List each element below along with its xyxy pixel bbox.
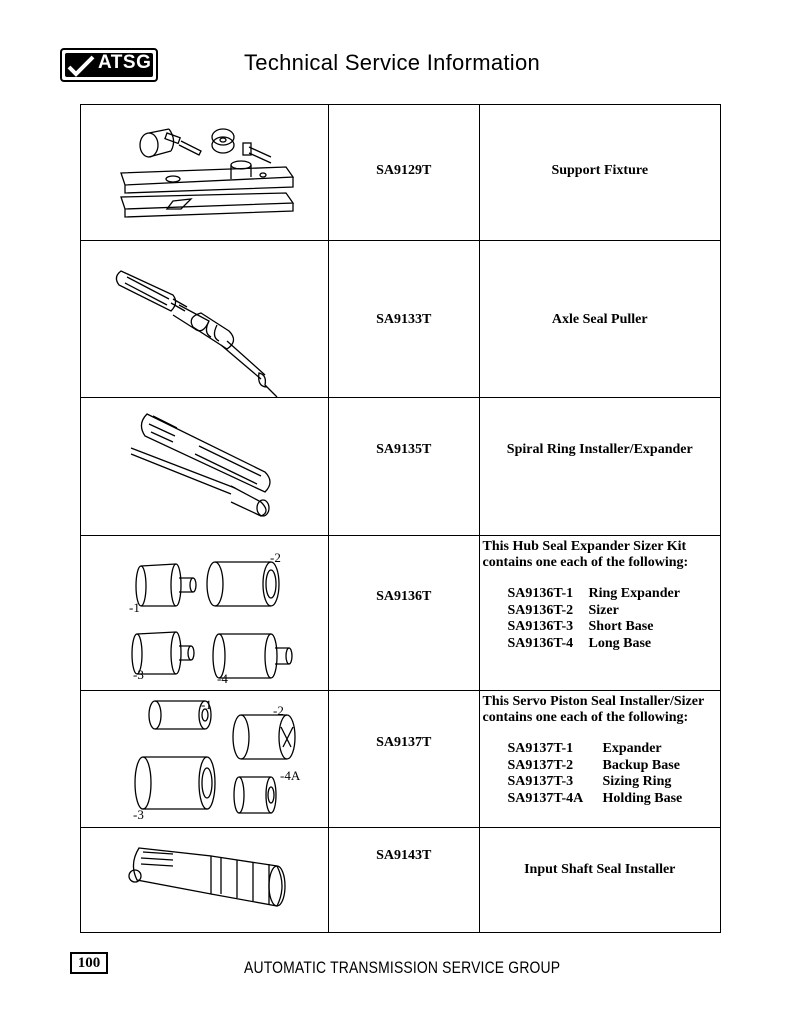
part-number: SA9136T (376, 589, 432, 604)
component-label: -1 (129, 600, 140, 615)
table-row (81, 241, 721, 398)
part-number: SA9137T (376, 735, 432, 750)
servo-piston-kit-illustration (81, 691, 329, 828)
list-item: SA9136T-2 Sizer (507, 602, 619, 618)
kit-items (508, 741, 721, 807)
component-label: -1 (201, 697, 212, 712)
part-number: SA9133T (376, 312, 432, 327)
list-item: SA9137T-3 Sizing Ring (507, 774, 672, 789)
component-label: -2 (273, 703, 284, 718)
list-item: SA9136T-3 Short Base (507, 619, 654, 634)
component-label: -3 (133, 807, 144, 822)
kit-items (508, 586, 721, 652)
logo-text: ATSG (98, 52, 152, 73)
list-item: SA9136T-4 Long Base (507, 635, 652, 651)
component-label: -4 (217, 671, 228, 686)
hub-seal-kit-illustration (81, 536, 329, 691)
kit-intro: This Hub Seal Expander Sizer Kit contains one each of the following: (482, 539, 689, 570)
part-description: Axle Seal Puller (551, 312, 648, 327)
part-number: SA9135T (376, 442, 432, 457)
table-row (81, 828, 721, 933)
part-description: Input Shaft Seal Installer (524, 862, 676, 877)
table-row (81, 398, 721, 536)
component-label: -4A (280, 768, 301, 783)
support-fixture-illustration (81, 105, 329, 241)
list-item: SA9137T-4A Holding Base (507, 790, 683, 806)
part-description: Support Fixture (551, 163, 649, 178)
list-item: SA9137T-1 Expander (507, 741, 662, 756)
spiral-ring-installer-illustration (81, 398, 329, 536)
list-item: SA9137T-2 Backup Base (507, 757, 680, 773)
axle-seal-puller-illustration (81, 241, 329, 398)
component-label: -2 (270, 550, 281, 565)
list-item: SA9136T-1 Ring Expander (507, 586, 680, 601)
part-number: SA9129T (376, 163, 432, 178)
part-description: Spiral Ring Installer/Expander (506, 442, 693, 457)
page-number: 100 (70, 952, 108, 974)
part-number: SA9143T (376, 848, 432, 863)
table-row (81, 691, 721, 828)
atsg-logo (60, 48, 158, 82)
footer-org: AUTOMATIC TRANSMISSION SERVICE GROUP (244, 958, 561, 977)
input-shaft-seal-installer-illustration (81, 828, 329, 933)
checkmark-icon (66, 54, 96, 78)
component-label: -3 (133, 667, 144, 682)
kit-intro: This Servo Piston Seal Installer/Sizer contains one each of the following: (482, 694, 704, 725)
page-title: Technical Service Information (244, 50, 541, 75)
table-row (81, 536, 721, 691)
table-row (81, 105, 721, 241)
tools-table (80, 104, 721, 933)
